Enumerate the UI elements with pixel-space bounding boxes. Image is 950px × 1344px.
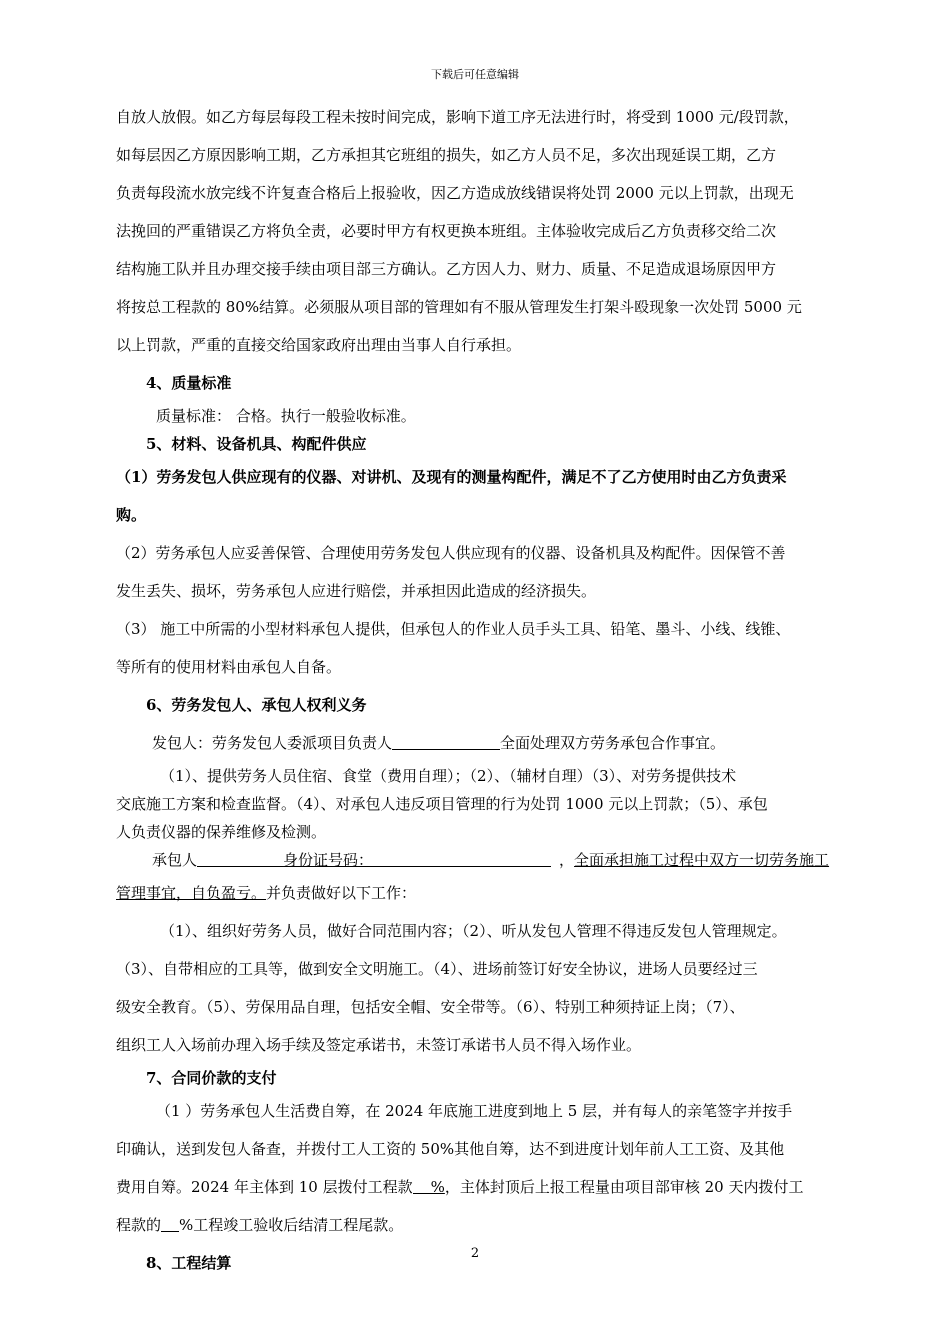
percent-blank [413, 1179, 431, 1194]
id-number-label: 身份证号码： [283, 851, 374, 869]
paragraph-line: 如每层因乙方原因影响工期，乙方承担其它班组的损失，如乙方人员不足，多次出现延误工期，乙方 [116, 146, 777, 164]
contractor-work-intro: 并负责做好以下工作： [266, 884, 417, 902]
section-6-title: 6、劳务发包人、承包人权利义务 [146, 696, 367, 714]
supply-item-1-cont: 购。 [116, 506, 147, 524]
page-header: 下载后可任意编辑 [431, 68, 519, 81]
paragraph-line: 负责每段流水放完线不许复查合格后上报验收，因乙方造成放线错误将处罚 2000 元以上罚款，出现无 [116, 184, 794, 202]
supply-item-2: （2）劳务承包人应妥善保管、合理使用劳务发包人供应现有的仪器、设备机具及构配件。因保管不善 [116, 544, 786, 562]
employer-line [116, 724, 868, 762]
payment-text: %工程竣工验收后结清工程尾款。 [179, 1216, 404, 1234]
payment-line [116, 1168, 868, 1206]
section-4-title: 4、质量标准 [146, 374, 232, 392]
payment-text: ，主体封顶后上报工程量由项目部审核 20 天内拨付工 [444, 1178, 804, 1196]
page-number: 2 [470, 1246, 480, 1261]
paragraph-line: 结构施工队并且办理交接手续由项目部三方确认。乙方因人力、财力、质量、不足造成退场原因甲方 [116, 260, 777, 278]
quality-standard: 质量标准： 合格。执行一般验收标准。 [156, 407, 416, 425]
supply-item-3: （3） 施工中所需的小型材料承包人提供，但承包人的作业人员手头工具、铅笔、墨斗、小线、线锥、 [116, 620, 791, 638]
payment-text: 费用自筹。2024 年主体到 10 层拨付工程款 [116, 1178, 413, 1196]
contractor-line-cont [116, 874, 868, 912]
payment-line: （1 ）劳务承包人生活费自筹，在 2024 年底施工进度到地上 5 层，并有每人的亲笔签字并按手 [156, 1102, 793, 1120]
contractor-label: 承包人 [152, 851, 198, 869]
paragraph-line: 法挽回的严重错误乙方将负全责，必要时甲方有权更换本班组。主体验收完成后乙方负责移交给二次 [116, 222, 777, 240]
contractor-text: 全面承担施工过程中双方一切劳务施工 [574, 851, 830, 869]
section-8-title: 8、工程结算 [146, 1254, 232, 1272]
employer-duties-cont: 人负责仪器的保养维修及检测。 [116, 823, 327, 841]
section-7-title: 7、合同价款的支付 [146, 1069, 277, 1087]
percent-sign: % [430, 1178, 445, 1196]
payment-text: 程款的 [116, 1216, 162, 1234]
paragraph-line: 将按总工程款的 80%结算。必须服从项目部的管理如有不服从管理发生打架斗殴现象一次处罚 5000 元 [116, 298, 802, 316]
id-number-blank [373, 850, 551, 867]
paragraph-line: 自放人放假。如乙方每层每段工程未按时间完成，影响下道工序无法进行时，将受到 1000 元/段罚款， [116, 108, 799, 126]
contractor-duties-cont: （3）、自带相应的工具等，做到安全文明施工。（4）、进场前签订好安全协议，进场人员要经过三 [116, 960, 758, 978]
payment-line: 印确认，送到发包人备查，并拨付工人工资的 50%其他自筹，达不到进度计划年前人工工资、及其他 [116, 1140, 785, 1158]
project-leader-blank [392, 733, 500, 750]
employer-duties-cont: 交底施工方案和检查监督。（4）、对承包人违反项目管理的行为处罚 1000 元以上罚款；（5）、承包 [116, 795, 768, 813]
supply-item-2-cont: 发生丢失、损坏，劳务承包人应进行赔偿，并承担因此造成的经济损失。 [116, 582, 597, 600]
percent-blank [161, 1217, 179, 1232]
document-body [116, 98, 868, 1282]
employer-text: 全面处理双方劳务承包合作事宜。 [500, 734, 726, 752]
contractor-duties-cont: 级安全教育。（5）、劳保用品自理，包括安全帽、安全带等。（6）、特别工种须持证上岗；（7）、 [116, 998, 745, 1016]
contractor-line [116, 846, 868, 874]
supply-item-3-cont: 等所有的使用材料由承包人自备。 [116, 658, 342, 676]
contractor-duties: （1）、组织好劳务人员，做好合同范围内容；（2）、听从发包人管理不得违反发包人管理规定。 [160, 922, 787, 940]
supply-item-1: （1）劳务发包人供应现有的仪器、对讲机、及现有的测量构配件，满足不了乙方使用时由乙方负责采 [116, 468, 787, 486]
contractor-name-blank [197, 850, 283, 867]
section-5-title: 5、材料、设备机具、构配件供应 [146, 435, 367, 453]
contractor-responsibility: 管理事宜，自负盈亏。 [116, 884, 267, 902]
contractor-duties-cont: 组织工人入场前办理入场手续及签定承诺书，未签订承诺书人员不得入场作业。 [116, 1036, 642, 1054]
employer-duties: （1）、提供劳务人员住宿、食堂（费用自理）；（2）、（辅材自理）（3）、对劳务提供技术 [160, 767, 737, 785]
payment-line [116, 1206, 868, 1244]
contractor-sep: ， [559, 851, 575, 869]
employer-label: 发包人：劳务发包人委派项目负责人 [152, 734, 393, 752]
paragraph-line: 以上罚款，严重的直接交给国家政府出理由当事人自行承担。 [116, 336, 522, 354]
